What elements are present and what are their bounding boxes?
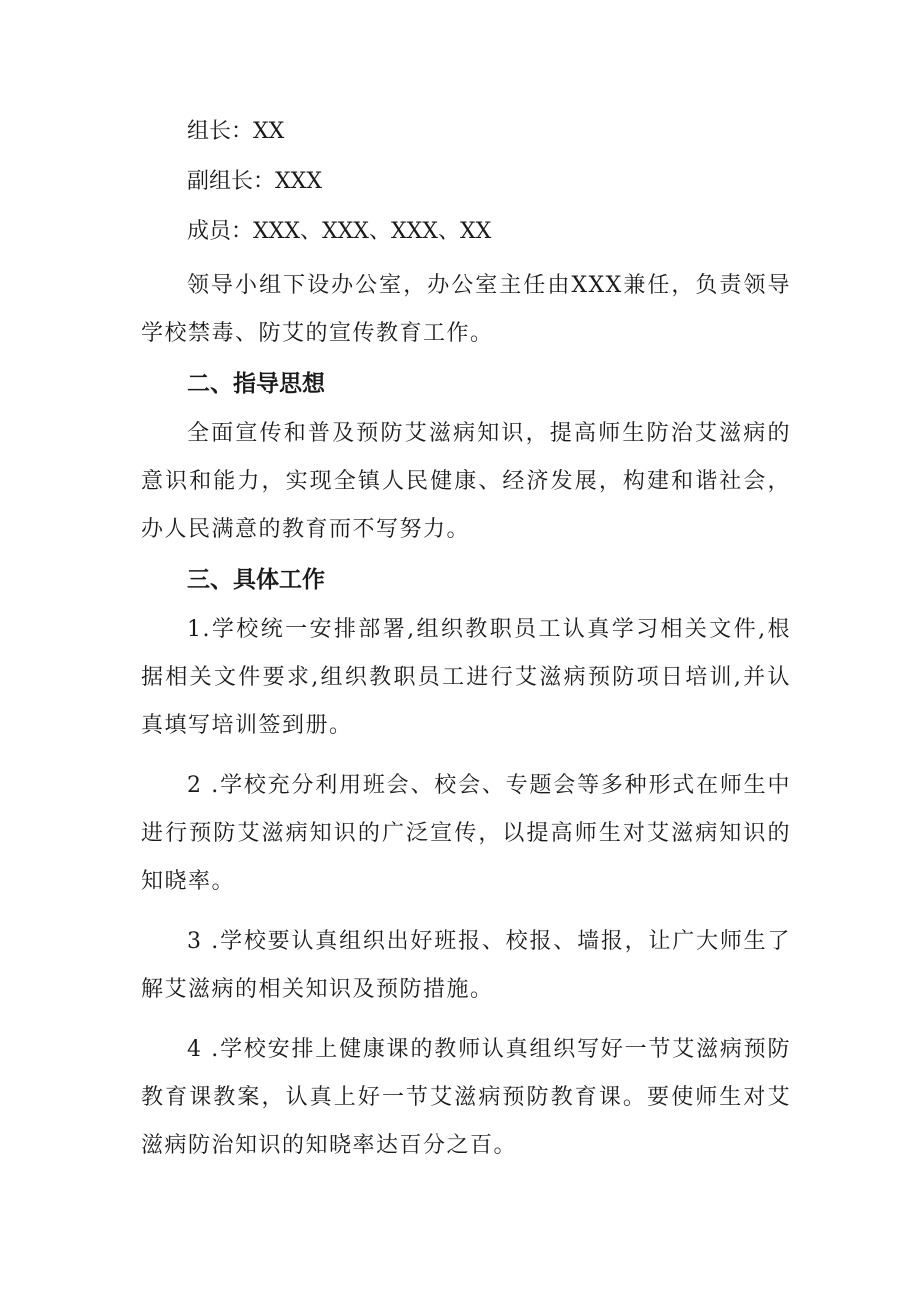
guiding-thought-paragraph: 全面宣传和普及预防艾滋病知识，提高师生防治艾滋病的意识和能力，实现全镇人民健康、经济发展，构建和谐社会，办人民满意的教育而不写努力。: [141, 421, 791, 542]
document-body: [141, 108, 791, 1170]
work-item-3: 3 .学校要认真组织出好班报、校报、墙报，让广大师生了解艾滋病的相关知识及预防措施。: [141, 929, 791, 1002]
deputy-leader-line: 副组长：XXX: [187, 169, 322, 194]
work-item-2: 2 .学校充分利用班会、校会、专题会等多种形式在师生中进行预防艾滋病知识的广泛宣传，以提高师生对艾滋病知识的知晓率。: [141, 773, 791, 894]
section-heading-specific-work: 三、具体工作: [187, 567, 325, 593]
office-paragraph: 领导小组下设办公室，办公室主任由XXX兼任，负责领导学校禁毒、防艾的宣传教育工作。: [141, 273, 791, 346]
work-item-1: 1.学校统一安排部署,组织教职员工认真学习相关文件,根据相关文件要求,组织教职员工进行艾滋病预防项日培训,并认真填写培训签到册。: [141, 617, 791, 738]
members-line: 成员：XXX、XXX、XXX、XX: [187, 219, 492, 244]
section-heading-guiding-thought: 二、指导思想: [187, 371, 325, 397]
work-item-4: 4 .学校安排上健康课的教师认真组织写好一节艾滋病预防教育课教案，认真上好一节艾滋病预防教育课。要使师生对艾滋病防治知识的知晓率达百分之百。: [141, 1037, 791, 1158]
leader-line: 组长：XX: [187, 119, 285, 144]
